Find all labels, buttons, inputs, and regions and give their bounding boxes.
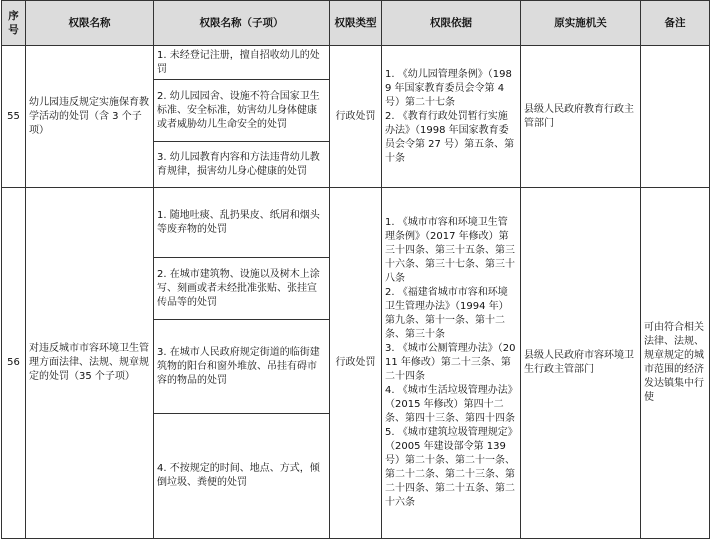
- row-basis: [382, 46, 521, 188]
- header-row: [2, 1, 710, 46]
- header-agency: 原实施机关: [521, 1, 641, 46]
- row-agency: 县级人民政府市容环境卫生行政主管部门: [521, 188, 641, 539]
- basis-item: 2. 《福建省城市市容和环境卫生管理办法》（1994 年）第九条、第十一条、第十二条、第三十条: [385, 287, 509, 340]
- header-name: 权限名称: [26, 1, 154, 46]
- sub-item: 3. 幼儿园教育内容和方法违背幼儿教育规律，损害幼儿身心健康的处罚: [154, 142, 330, 188]
- header-note: 备注: [641, 1, 710, 46]
- table-row: [2, 46, 710, 80]
- header-seq: 序号: [2, 1, 26, 46]
- row-seq: 56: [2, 188, 26, 539]
- basis-item: 1. 《城市市容和环境卫生管理条例》（2017 年修改）第三十四条、第三十五条、第三十六条、第三十七条、第三十八条: [385, 217, 515, 284]
- sub-item: 3. 在城市人民政府规定街道的临街建筑物的阳台和窗外堆放、吊挂有碍市容的物品的处罚: [154, 320, 330, 414]
- header-basis: 权限依据: [382, 1, 521, 46]
- row-note: 可由符合相关法律、法规、规章规定的城市范围的经济发达镇集中行使: [641, 188, 710, 539]
- row-seq: 55: [2, 46, 26, 188]
- row-note: [641, 46, 710, 188]
- basis-item: 5. 《城市建筑垃圾管理规定》（2005 年建设部令第 139 号）第二十条、第二十一条、第二十二条、第二十三条、第二十四条、第二十五条、第二十六条: [385, 427, 515, 508]
- sub-item: 1. 随地吐痰、乱扔果皮、纸屑和烟头等废弃物的处罚: [154, 188, 330, 258]
- row-authority-name: 对违反城市市容环境卫生管理方面法律、法规、规章规定的处罚（35 个子项）: [26, 188, 154, 539]
- header-sub: 权限名称（子项）: [154, 1, 330, 46]
- table-row: [2, 188, 710, 258]
- basis-item: 1. 《幼儿园管理条例》（1989 年国家教育委员会令第 4 号）第二十七条: [385, 68, 512, 108]
- basis-item: 3. 《城市公厕管理办法》（2011 年修改）第二十三条、第二十四条: [385, 343, 516, 382]
- row-basis: [382, 188, 521, 539]
- sub-item: 1. 未经登记注册，擅自招收幼儿的处罚: [154, 46, 330, 80]
- row-authority-name: 幼儿园违反规定实施保育教学活动的处罚（含 3 个子项）: [26, 46, 154, 188]
- sub-item: 2. 在城市建筑物、设施以及树木上涂写、刻画或者未经批准张贴、张挂宣传品等的处罚: [154, 258, 330, 320]
- sub-item: 4. 不按规定的时间、地点、方式，倾倒垃圾、粪便的处罚: [154, 414, 330, 539]
- basis-item: 2. 《教育行政处罚暂行实施办法》（1998 年国家教育委员会令第 27 号）第五条、第十条: [385, 110, 515, 164]
- row-type: 行政处罚: [330, 188, 382, 539]
- sub-item: 2. 幼儿园园舍、设施不符合国家卫生标准、安全标准，妨害幼儿身体健康或者威胁幼儿生命安全的处罚: [154, 80, 330, 142]
- row-agency: 县级人民政府教育行政主管部门: [521, 46, 641, 188]
- header-type: 权限类型: [330, 1, 382, 46]
- row-type: 行政处罚: [330, 46, 382, 188]
- basis-item: 4. 《城市生活垃圾管理办法》（2015 年修改）第四十二条、第四十三条、第四十四条: [385, 385, 515, 424]
- authority-table: [1, 0, 710, 539]
